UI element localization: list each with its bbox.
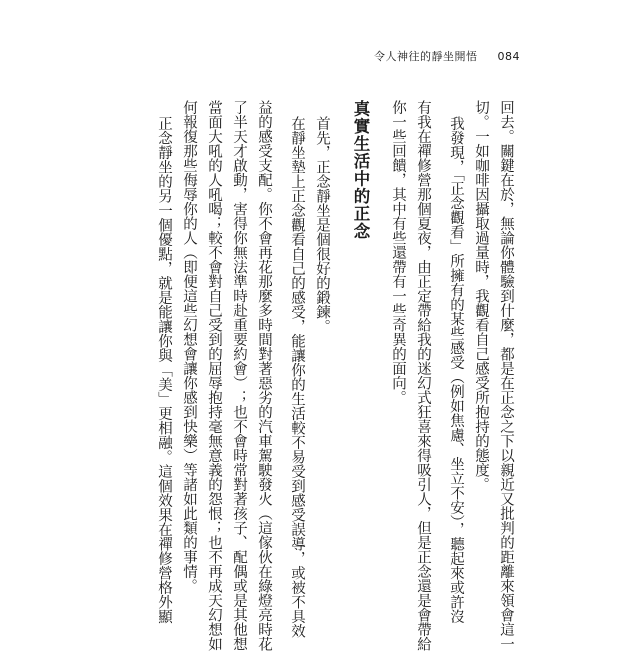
running-header bbox=[374, 48, 520, 64]
text-line: 你一些回饋，其中有些還帶有一些奇異的面向。 bbox=[390, 100, 406, 405]
text-line: 我發現，「正念觀看」所擁有的某些感受（例如焦慮、坐立不安），聽起來或許沒 bbox=[448, 115, 464, 624]
text-line: 切。一如咖啡因攝取過量時，我觀看自己感受所抱持的態度。 bbox=[473, 100, 489, 492]
vertical-text-body bbox=[118, 100, 518, 651]
text-line: 了半天才啟動，害得你無法準時赴重要約會）；也不會時常對著孩子、配偶或是其他想 bbox=[231, 100, 247, 651]
text-line: 當面大吼的人吼喝；較不會對自己受到的屈辱抱持毫無意義的怨恨；也不再成天幻想如 bbox=[206, 100, 222, 651]
section-heading: 真實生活中的正念 bbox=[351, 100, 370, 240]
book-title: 令人神往的靜坐開悟 bbox=[374, 50, 478, 63]
text-line: 正念靜坐的另一個優點，就是能讓你與「美」更相融。這個效果在禪修營格外顯 bbox=[156, 115, 172, 624]
text-line: 有我在禪修營那個夏夜，由正定帶給我的迷幻式狂喜來得吸引人，但是正念還是會帶給 bbox=[415, 100, 431, 651]
text-line: 在靜坐墊上正念觀看自己的感受，能讓你的生活較不易受到感受誤導，或被不具效 bbox=[289, 115, 305, 638]
text-line: 益的感受支配。你不會再花那麼多時間對著惡劣的汽車駕駛發火（這傢伙在綠燈亮時花 bbox=[256, 100, 272, 651]
text-line: 回去。關鍵在於，無論你體驗到什麼，都是在正念之下以親近又批判的距離來領會這一 bbox=[498, 100, 514, 651]
text-line: 首先，正念靜坐是個很好的鍛鍊。 bbox=[314, 115, 330, 334]
text-line: 何報復那些侮辱你的人（即便這些幻想會讓你感到快樂）等諸如此類的事情。 bbox=[181, 100, 197, 593]
page-number: 084 bbox=[497, 50, 520, 63]
